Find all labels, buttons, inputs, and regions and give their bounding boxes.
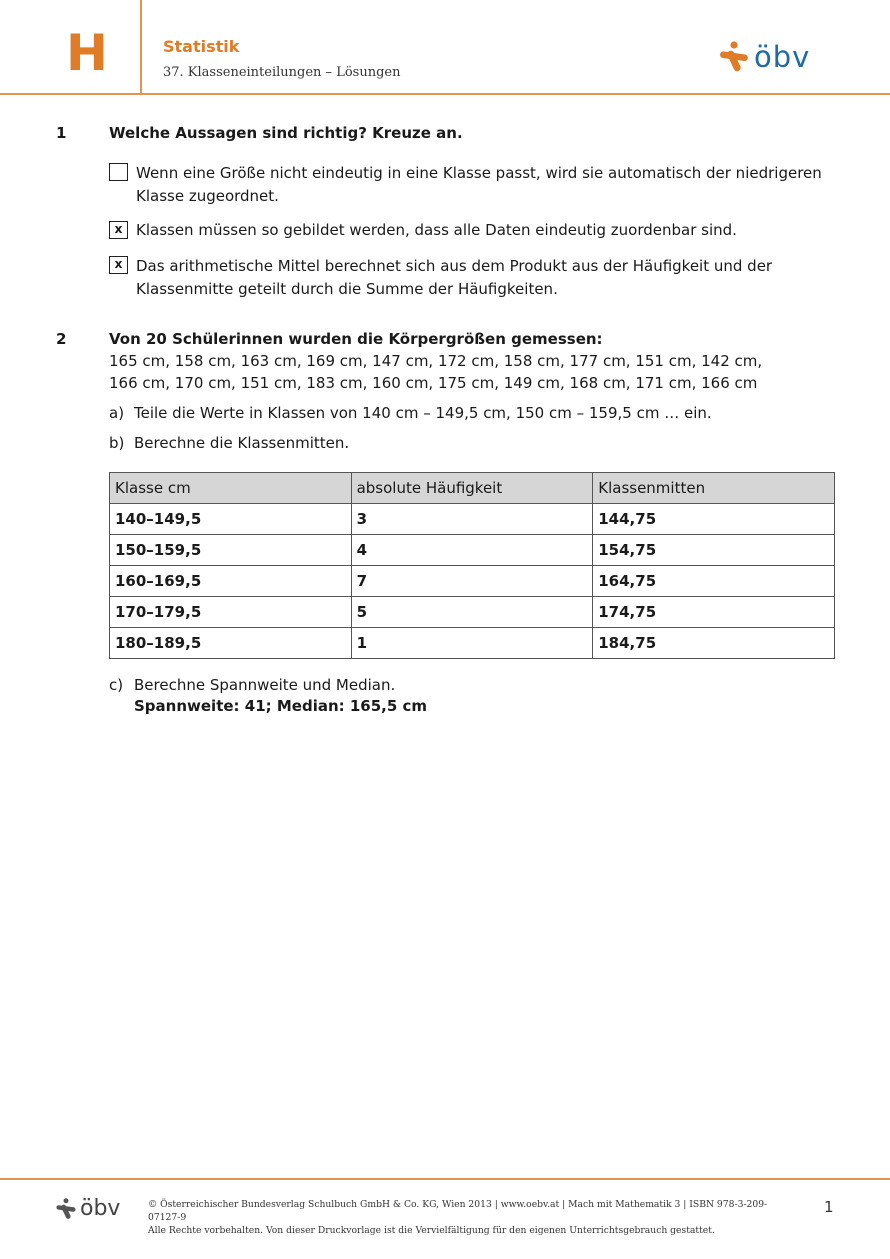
subtask-c-text: Berechne Spannweite und Median. [134, 676, 396, 694]
cell-klasse: 150–159,5 [110, 535, 352, 566]
page-number: 1 [824, 1198, 834, 1216]
subtask-c-answer: Spannweite: 41; Median: 165,5 cm [134, 697, 428, 715]
table-row [110, 597, 835, 628]
subtask-a-text: Teile die Werte in Klassen von 140 cm – 149,5 cm, 150 cm – 159,5 cm … ein. [134, 404, 712, 422]
asterisk-logo-icon [718, 41, 750, 73]
checkbox-option-2[interactable]: x [109, 221, 128, 239]
cell-klasse: 170–179,5 [110, 597, 352, 628]
table-row [110, 566, 835, 597]
option-1-text: Wenn eine Größe nicht eindeutig in eine Klasse passt, wird sie automatisch der niedrigeren Klasse zugeordnet. [136, 164, 822, 205]
subtask-c-label: c) [109, 676, 124, 694]
checkbox-option-3[interactable]: x [109, 256, 128, 274]
asterisk-logo-icon [55, 1198, 77, 1220]
page-header [0, 0, 890, 95]
footer-copyright [148, 1198, 798, 1237]
subtask-b-label: b) [109, 434, 125, 452]
table-row [110, 628, 835, 659]
footer-logo-text: öbv [80, 1196, 121, 1221]
table-row [110, 504, 835, 535]
cell-klassenmitte: 164,75 [593, 566, 835, 597]
checkbox-option-1[interactable] [109, 163, 128, 181]
subtask-a-label: a) [109, 404, 125, 422]
cell-klasse: 180–189,5 [110, 628, 352, 659]
page-subtitle: 37. Klasseneinteilungen – Lösungen [163, 65, 401, 80]
cell-haeufigkeit: 7 [351, 566, 593, 597]
section-letter: H [66, 24, 108, 82]
cell-klassenmitte: 174,75 [593, 597, 835, 628]
footer-rule [0, 1178, 890, 1180]
footer-line-1: © Österreichischer Bundesverlag Schulbuch GmbH & Co. KG, Wien 2013 | www.oebv.at | Mach mit Mathematik 3 | ISBN 978-3-209-07127-9 [148, 1199, 768, 1223]
page-title: Statistik [163, 37, 240, 56]
table-row [110, 535, 835, 566]
header-klassenmitten: Klassenmitten [593, 473, 835, 504]
cell-haeufigkeit: 5 [351, 597, 593, 628]
option-2-text: Klassen müssen so gebildet werden, dass alle Daten eindeutig zuordenbar sind. [136, 221, 737, 239]
footer-logo [55, 1198, 120, 1220]
cell-klasse: 160–169,5 [110, 566, 352, 597]
cell-haeufigkeit: 3 [351, 504, 593, 535]
footer-line-2: Alle Rechte vorbehalten. Von dieser Druckvorlage ist die Vervielfältigung für den eigenen Unterrichtsgebrauch gestattet. [148, 1225, 715, 1236]
table-header-row [110, 473, 835, 504]
task2-heading: Von 20 Schülerinnen wurden die Körpergrößen gemessen: [109, 330, 603, 348]
logo-text: öbv [754, 39, 811, 74]
cell-haeufigkeit: 4 [351, 535, 593, 566]
task1-question: Welche Aussagen sind richtig? Kreuze an. [109, 124, 463, 142]
cell-klassenmitte: 144,75 [593, 504, 835, 535]
header-klasse: Klasse cm [110, 473, 352, 504]
task2-data-line-1: 165 cm, 158 cm, 163 cm, 169 cm, 147 cm, 172 cm, 158 cm, 177 cm, 151 cm, 142 cm, [109, 352, 763, 370]
header-rule [0, 93, 890, 95]
cell-klasse: 140–149,5 [110, 504, 352, 535]
header-divider [140, 0, 142, 95]
class-table [109, 472, 835, 659]
cell-klassenmitte: 154,75 [593, 535, 835, 566]
task2-number: 2 [56, 330, 67, 348]
publisher-logo [718, 40, 810, 74]
cell-klassenmitte: 184,75 [593, 628, 835, 659]
option-3-text: Das arithmetische Mittel berechnet sich aus dem Produkt aus der Häufigkeit und der Klassenmitte geteilt durch die Summe der Häufigkeiten. [136, 257, 773, 298]
task1-number: 1 [56, 124, 67, 142]
subtask-b-text: Berechne die Klassenmitten. [134, 434, 350, 452]
task2-data-line-2: 166 cm, 170 cm, 151 cm, 183 cm, 160 cm, 175 cm, 149 cm, 168 cm, 171 cm, 166 cm [109, 374, 758, 392]
header-haeufigkeit: absolute Häufigkeit [351, 473, 593, 504]
cell-haeufigkeit: 1 [351, 628, 593, 659]
